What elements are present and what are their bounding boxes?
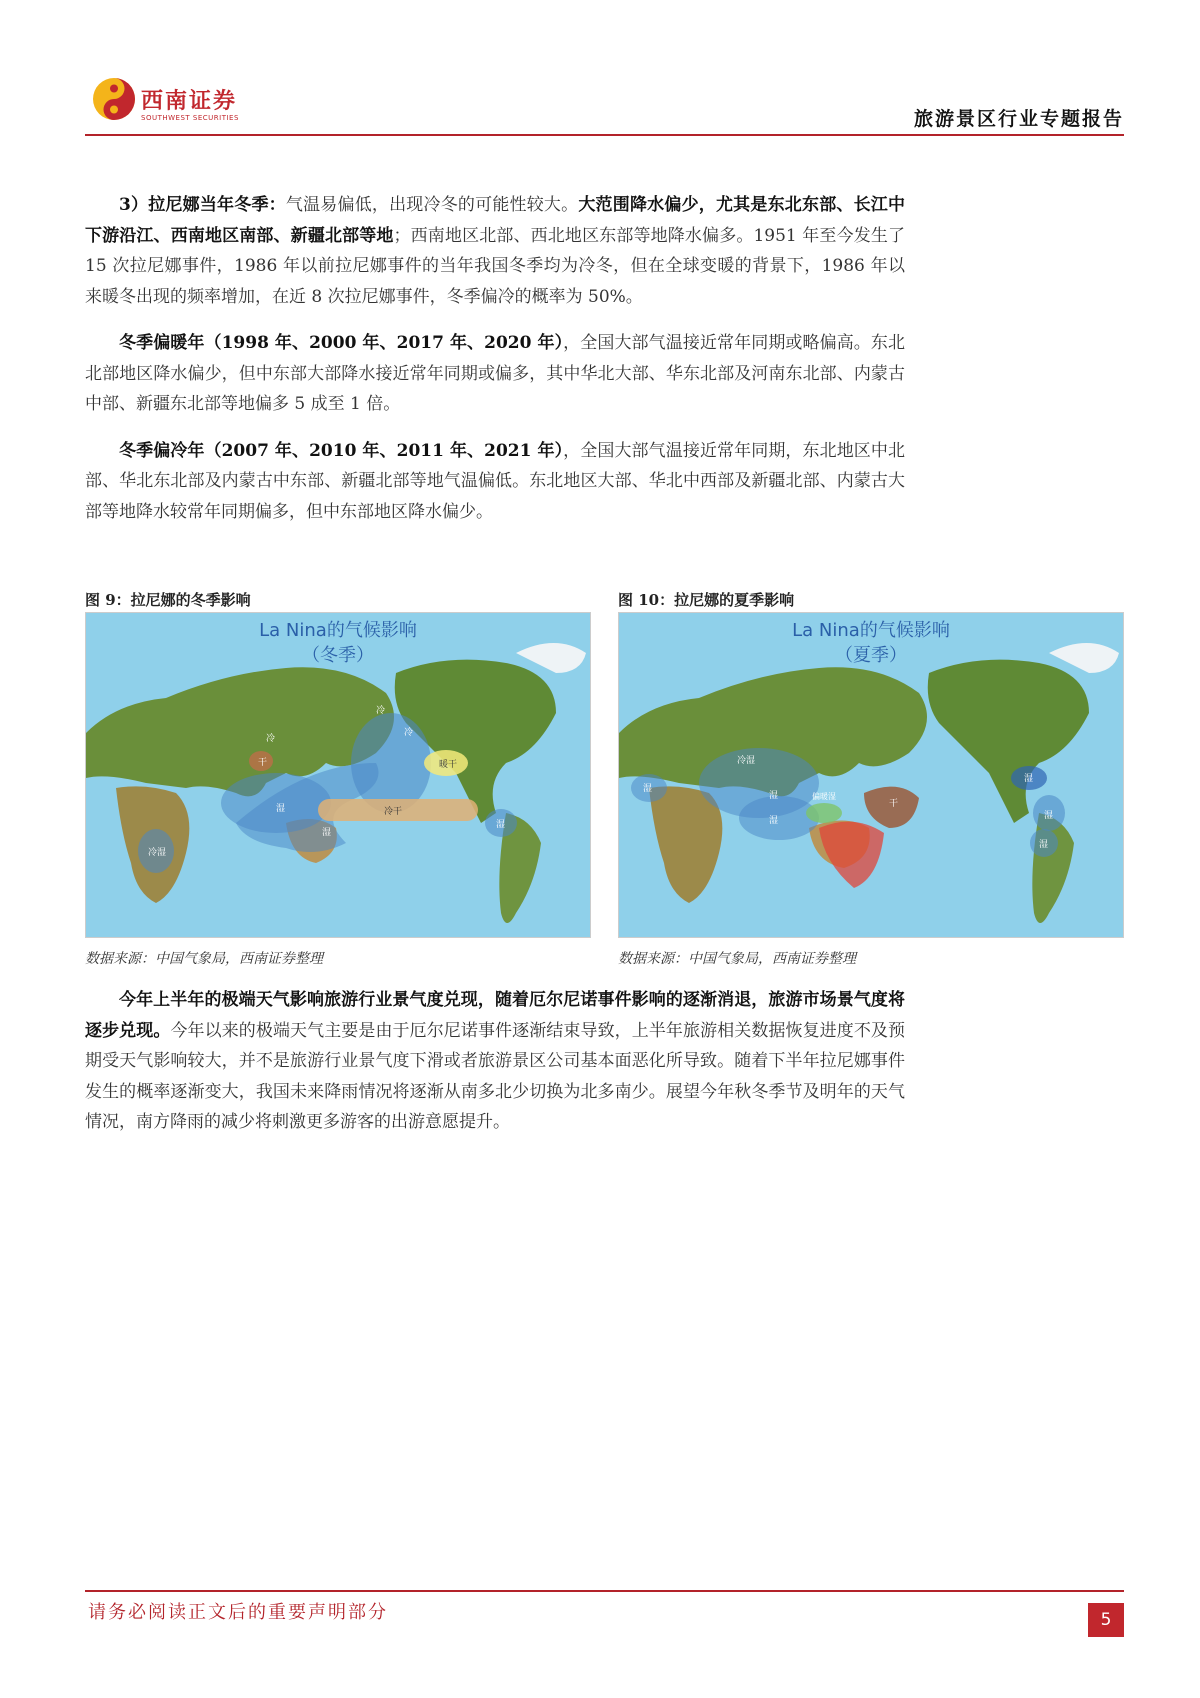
figure-10-map-season: （夏季）	[835, 645, 907, 666]
figure-10-title: 图 10：拉尼娜的夏季影响	[618, 591, 795, 609]
map9-label-cold-dry: 冷干	[384, 807, 403, 817]
map9-label-wet-1: 湿	[276, 804, 286, 814]
figure-10	[618, 588, 1124, 968]
figure-9-source: 数据来源：中国气象局，西南证券整理	[85, 951, 323, 967]
page-header	[85, 68, 1124, 136]
map10-label-wet-3: 湿	[769, 816, 779, 826]
figure-10-map-title: La Nina的气候影响	[792, 620, 950, 641]
paragraph-3-lead: 冬季偏冷年（2007 年、2010 年、2011 年、2021 年）	[119, 440, 564, 461]
footer-divider	[85, 1590, 1124, 1592]
map9-label-dry: 干	[258, 758, 268, 768]
header-divider	[85, 134, 1124, 136]
map9-label-cold-1: 冷	[376, 706, 386, 716]
paragraph-2-lead: 冬季偏暖年（1998 年、2000 年、2017 年、2020 年）	[119, 333, 564, 353]
paragraph-1-emphasis: 大范围降水偏少，尤其是东北东部、长江中下游沿江、西南地区南部、新疆北部等地	[85, 195, 906, 246]
figure-10-map	[618, 612, 1124, 938]
paragraph-2	[85, 328, 905, 420]
map10-label-dry: 干	[889, 799, 899, 809]
map10-label-wet-6: 湿	[1039, 840, 1049, 850]
paragraph-2-text: ，全国大部气温接近常年同期或略偏高。东北北部地区降水偏少，但中东部大部降水接近常年同期或偏多，其中华北大部、华东北部及河南东北部、内蒙古中部、新疆东北部等地偏多 5 成至 1 倍。	[85, 333, 906, 414]
body-text	[85, 190, 905, 543]
map9-label-wet-2: 湿	[496, 820, 506, 830]
paragraph-1-text-a: 气温易偏低，出现冷冬的可能性较大。	[285, 195, 579, 215]
map10-label-wet-5: 湿	[1044, 811, 1054, 821]
map10-label-wet-2: 湿	[769, 791, 779, 801]
map9-label-cold-3: 冷	[404, 728, 414, 738]
paragraph-4-lead: 今年上半年的极端天气影响旅游行业景气度兑现，随着厄尔尼诺事件影响的逐渐消退，旅游市场景气度将逐步兑现。	[85, 990, 905, 1041]
body-text-lower	[85, 985, 905, 1154]
map9-label-warm-dry: 暖干	[439, 760, 458, 770]
logo-text-en: SOUTHWEST SECURITIES	[141, 114, 239, 122]
figure-9-map	[85, 612, 591, 938]
figure-10-source: 数据来源：中国气象局，西南证券整理	[618, 951, 856, 967]
map10-label-wet-4: 湿	[1024, 774, 1034, 784]
paragraph-4-text: 今年以来的极端天气主要是由于厄尔尼诺事件逐渐结束导致，上半年旅游相关数据恢复进度不及预期受天气影响较大，并不是旅游行业景气度下滑或者旅游景区公司基本面恶化所导致。随着下半年拉尼娜事件发生的概率逐渐变大，我国未来降雨情况将逐渐从南多北少切换为北多南少。展望今年秋冬季节及明年的天气情况，南方降雨的减少将刺激更多游客的出游意愿提升。	[85, 1020, 906, 1132]
paragraph-3-text: ，全国大部气温接近常年同期，东北地区中北部、华北东北部及内蒙古中东部、新疆北部等地气温偏低。东北地区大部、华北中西部及新疆北部、内蒙古大部等地降水较常年同期偏多，但中东部地区降水偏少。	[85, 440, 906, 522]
logo-text-cn: 西南证券	[141, 88, 238, 114]
map9-label-cold-wet: 冷湿	[148, 848, 167, 858]
page-number: 5	[1088, 1603, 1124, 1637]
disclaimer-notice: 请务必阅读正文后的重要声明部分	[88, 1602, 388, 1623]
paragraph-4	[85, 985, 905, 1138]
paragraph-1-lead: 3）拉尼娜当年冬季：	[119, 195, 286, 215]
report-title: 旅游景区行业专题报告	[913, 108, 1124, 130]
map10-label-wet-1: 湿	[643, 784, 653, 794]
logo-emblem-icon	[91, 76, 137, 122]
paragraph-3	[85, 436, 905, 528]
figure-9	[85, 588, 591, 968]
figure-9-title: 图 9：拉尼娜的冬季影响	[85, 591, 251, 609]
figure-9-map-title: La Nina的气候影响	[259, 620, 417, 641]
paragraph-1-text-b: ；西南地区北部、西北地区东部等地降水偏多。1951 年至今发生了 15 次拉尼娜事件，1986 年以前拉尼娜事件的当年我国冬季均为冷冬，但在全球变暖的背景下，1986 年以来暖冬出现的频率增加，在近 8 次拉尼娜事件，冬季偏冷的概率为 50%。	[85, 225, 905, 307]
figure-9-map-season: （冬季）	[302, 645, 374, 666]
map10-label-cold-wet: 冷湿	[737, 756, 756, 766]
company-logo	[91, 74, 251, 126]
paragraph-1	[85, 190, 905, 312]
map9-label-cold-2: 冷	[266, 734, 276, 744]
map10-label-warm-wet: 偏暖湿	[812, 792, 836, 801]
map9-label-wet-3: 湿	[322, 828, 332, 838]
